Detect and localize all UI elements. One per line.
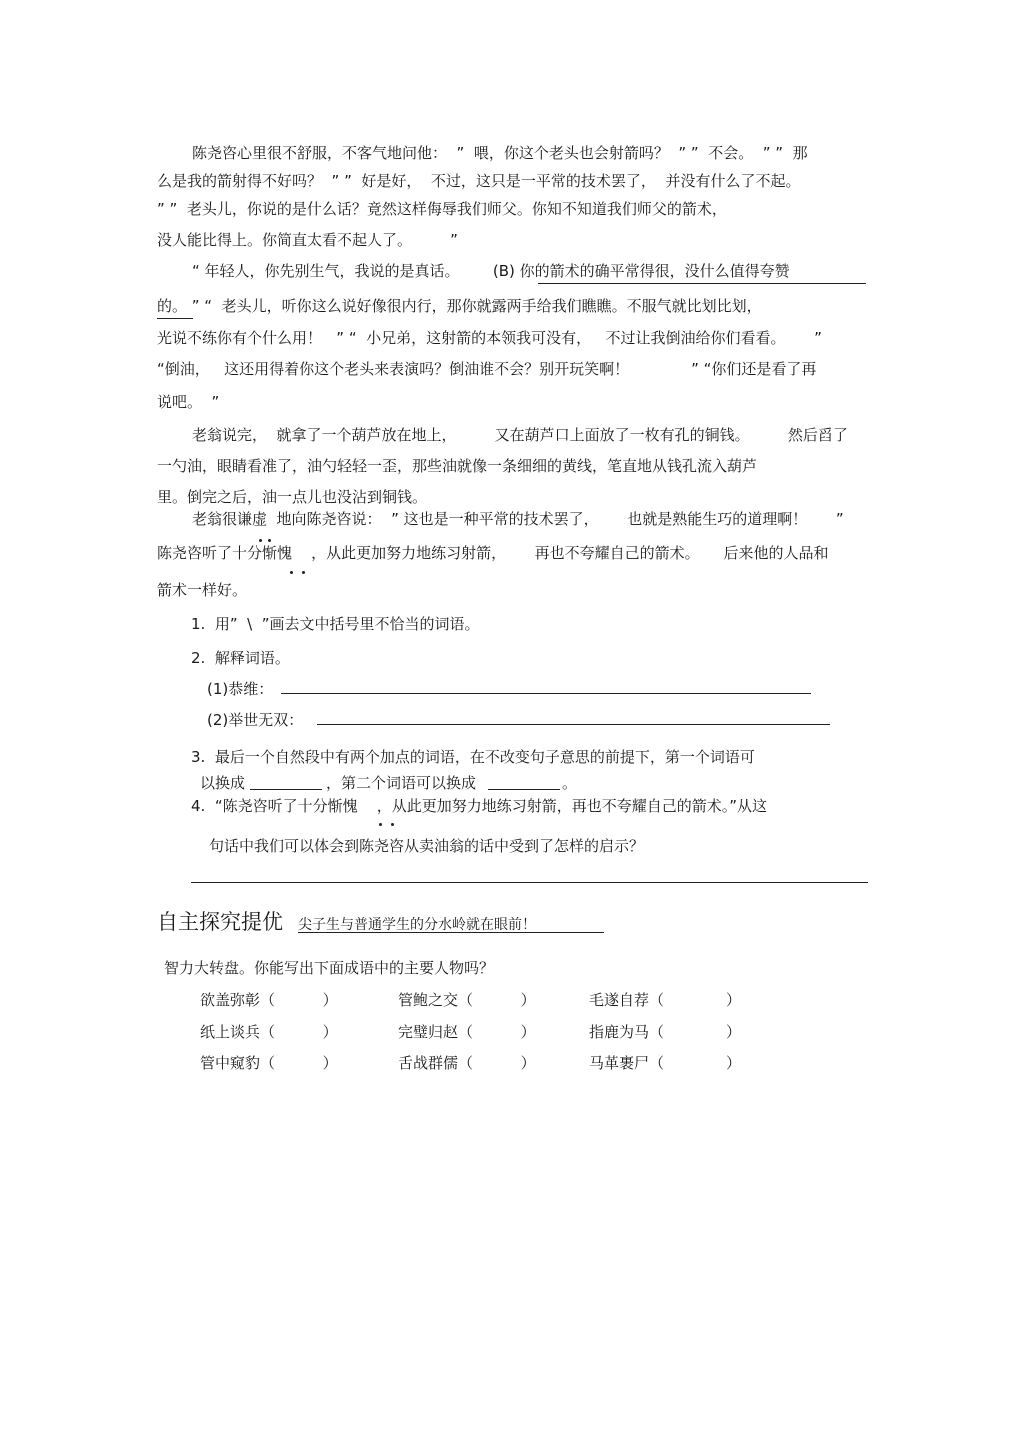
answer-line[interactable] [281, 693, 811, 694]
question-3: 3. 最后一个自然段中有两个加点的词语，在不改变句子意思的前提下，第一个词语可 [191, 748, 755, 766]
question-2-1-label: (1)恭维： [207, 680, 274, 698]
answer-line[interactable] [191, 882, 868, 883]
answer-blank-2[interactable] [488, 789, 560, 790]
idiom-item: 纸上谈兵（ ） [200, 1023, 338, 1041]
question-1: 1. 用” \ ”画去文中括号里不恰当的词语。 [191, 615, 480, 633]
passage-line: “ 年轻人，你先别生气，我说的是真话。 (B) 你的箭术的确平常得很，没什么值得夸赞 [192, 262, 790, 280]
answer-blank-1[interactable] [250, 789, 322, 790]
question-2-2-label: (2)举世无双： [207, 711, 304, 729]
question-2: 2. 解释词语。 [191, 649, 290, 667]
passage-line: 里。倒完之后，油一点儿也没沾到铜钱。 [157, 488, 428, 506]
underline [538, 283, 866, 284]
section-title: 自主探究提优 [157, 910, 283, 934]
question-4-cont: 句话中我们可以体会到陈尧咨从卖油翁的话中受到了怎样的启示？ [209, 837, 645, 855]
emphasis-dot [391, 823, 394, 826]
emphasis-dot [259, 539, 262, 542]
idiom-item: 完璧归赵（ ） [398, 1023, 536, 1041]
passage-line: 说吧。 ” [157, 393, 220, 411]
passage-line: 没人能比得上。你简直太看不起人了。 ” [157, 231, 458, 249]
question-3-text: 以换成 [200, 774, 246, 792]
passage-line: 的。 ” “ 老头儿，听你这么说好像很内行，那你就露两手给我们瞧瞧。不服气就比划比划， [157, 297, 762, 315]
underline [157, 318, 193, 319]
passage-line: 陈尧咨心里很不舒服，不客气地问他： ” 喂，你这个老头也会射箭吗？ ” ” 不会。 ” ” 那 [192, 144, 808, 162]
question-3-text: ，第二个词语可以换成 [326, 774, 477, 792]
passage-line: ” ” 老头儿，你说的是什么话？竟然这样侮辱我们师父。你知不知道我们师父的箭术， [157, 200, 727, 218]
section-subtitle: 尖子生与普通学生的分水岭就在眼前！ [298, 917, 536, 933]
passage-line: “倒油， 这还用得着你这个老头来表演吗？倒油谁不会？别开玩笑啊！ ” “你们还是看了再 [157, 360, 817, 378]
emphasis-dot [290, 571, 293, 574]
idiom-item: 欲盖弥彰（ ） [200, 991, 338, 1009]
question-4: 4. “陈尧咨听了十分惭愧 ，从此更加努力地练习射箭，再也不夸耀自己的箭术。”从这 [191, 797, 767, 815]
idiom-item: 管鲍之交（ ） [398, 991, 536, 1009]
passage-line: 老翁很谦虚 地向陈尧咨说： ” 这也是一种平常的技术罢了， 也就是熟能生巧的道理啊！ ” [192, 510, 844, 528]
idiom-item: 管中窥豹（ ） [200, 1054, 338, 1072]
subtitle-underline [298, 932, 604, 933]
emphasis-dot [379, 823, 382, 826]
passage-line: 光说不练你有个什么用！ ” “ 小兄弟，这射箭的本领我可没有， 不过让我倒油给你们看看。 ” [157, 329, 822, 347]
passage-line: 一勺油，眼睛看准了，油勺轻轻一歪，那些油就像一条细细的黄线，笔直地从钱孔流入葫芦 [157, 457, 758, 475]
idiom-item: 毛遂自荐（ ） [589, 991, 741, 1009]
emphasis-dot [268, 539, 271, 542]
answer-line[interactable] [317, 724, 830, 725]
emphasis-dot [302, 571, 305, 574]
question-3-text: 。 [562, 774, 578, 792]
idiom-item: 舌战群儒（ ） [398, 1054, 536, 1072]
idiom-item: 马革裹尸（ ） [589, 1054, 741, 1072]
passage-line: 么是我的箭射得不好吗？ ” ” 好是好， 不过，这只是一平常的技术罢了， 并没有什么了不起。 [157, 172, 801, 190]
passage-line: 箭术一样好。 [157, 581, 248, 599]
idiom-item: 指鹿为马（ ） [589, 1023, 741, 1041]
section-prompt: 智力大转盘。你能写出下面成语中的主要人物吗？ [164, 959, 495, 977]
passage-line: 陈尧咨听了十分惭愧 ，从此更加努力地练习射箭， 再也不夸耀自己的箭术。 后来他的人品和 [157, 544, 829, 562]
passage-line: 老翁说完， 就拿了一个葫芦放在地上， 又在葫芦口上面放了一枚有孔的铜钱。 然后舀了 [192, 426, 848, 444]
